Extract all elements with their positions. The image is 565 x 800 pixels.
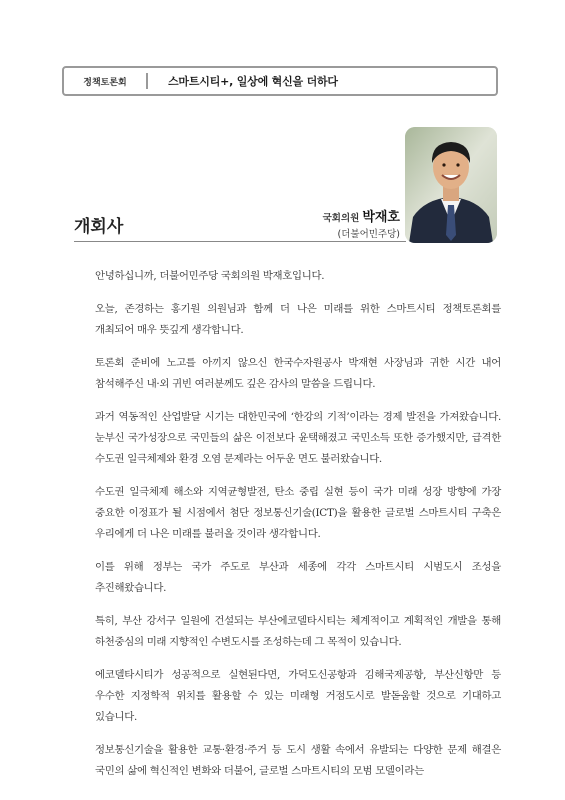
paragraph: 특히, 부산 강서구 일원에 건설되는 부산에코델타시티는 체계적이고 계획적인 개발을 통해 하천중심의 미래 지향적인 수변도시를 조성하는데 그 목적이 있습니다. [95, 615, 501, 648]
speaker-party: (더불어민주당) [337, 229, 400, 240]
paragraph: 이를 위해 정부는 국가 주도로 부산과 세종에 각각 스마트시티 시범도시 조성을 추진해왔습니다. [95, 561, 501, 594]
paragraph: 정보통신기술을 활용한 교통·환경·주거 등 도시 생활 속에서 유발되는 다양한 문제 해결은 국민의 삶에 혁신적인 변화와 더불어, 글로벌 스마트시티의 모범 모델이라는 [95, 744, 501, 777]
page-title: 개회사 [74, 217, 124, 237]
header-divider [146, 73, 148, 89]
section-tag: 정책토론회 [83, 77, 127, 88]
speaker-name: 박재호 [362, 210, 400, 225]
paragraph: 과거 역동적인 산업발달 시기는 대한민국에 ‘한강의 기적’이라는 경제 발전을 가져왔습니다. 눈부신 국가성장으로 국민들의 삶은 이전보다 윤택해졌고 국민소득 또한 증가했지만, 급격한 수도권 일극체제와 환경 오염 문제라는 어두운 면도 불러왔습니다. [95, 411, 501, 465]
portrait-illustration [405, 127, 497, 243]
paragraph: 토론회 준비에 노고를 아끼지 않으신 한국수자원공사 박재현 사장님과 귀한 시간 내어 참석해주신 내·외 귀빈 여러분께도 깊은 감사의 말씀을 드립니다. [95, 357, 501, 390]
paragraph: 안녕하십니까, 더불어민주당 국회의원 박재호입니다. [95, 270, 325, 282]
speaker-role: 국회의원 [322, 213, 360, 224]
paragraph: 에코델타시티가 성공적으로 실현된다면, 가덕도신공항과 김해국제공항, 부산신항만 등 우수한 지정학적 위치를 활용할 수 있는 미래형 거점도시로 발돋움할 것으로 기대하고 있습니다. [95, 669, 501, 723]
speaker-portrait [405, 127, 497, 243]
heading-divider [74, 241, 406, 242]
paragraph: 수도권 일극체제 해소와 지역균형발전, 탄소 중립 실현 등이 국가 미래 성장 방향에 가장 중요한 이정표가 될 시점에서 첨단 정보통신기술(ICT)을 활용한 글로벌 스마트시티 구축은 우리에게 더 나은 미래를 불러올 것이라 생각합니다. [95, 486, 501, 540]
header-band [62, 66, 498, 96]
body-text [95, 266, 501, 794]
header-title: 스마트시티+, 일상에 혁신을 더하다 [168, 75, 338, 88]
paragraph: 오늘, 존경하는 홍기원 의원님과 함께 더 나은 미래를 위한 스마트시티 정책토론회를 개최되어 매우 뜻깊게 생각합니다. [95, 303, 501, 336]
speaker-line [323, 206, 400, 225]
